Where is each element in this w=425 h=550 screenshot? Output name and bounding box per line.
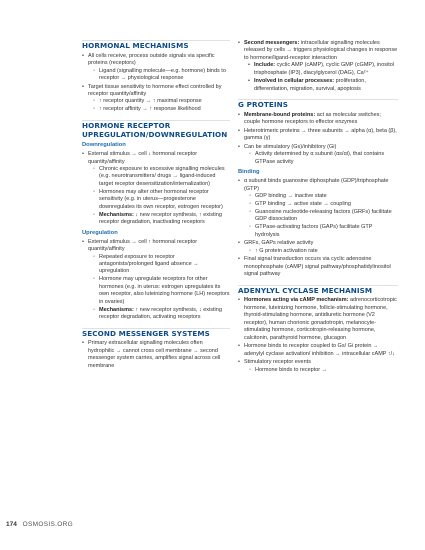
bullet-list xyxy=(82,53,230,114)
list-item: • Heterotrimeric proteins → three subunits → alpha (α), beta (β), gamma (γ) xyxy=(238,128,398,143)
section-hormonal-mechanisms xyxy=(82,40,230,114)
list-item: • Can be stimulatory (Gs)/inhibitory (Gi) ◦ Activity determined by α subunit (αs/αi), that contains GTPase activity xyxy=(238,144,398,166)
list-item: ◦ Chronic exposure to excessive signalling molecules (e.g. neurotransmitters/ drugs → ligand-induced target receptor desensitization/internalization) xyxy=(88,166,230,188)
page-footer xyxy=(6,521,73,528)
section-second-messenger-continued xyxy=(238,40,398,93)
list-item: ◦ ↑ receptor affinity → ↑ response likelihood xyxy=(88,106,230,113)
list-item: ◦ Repeated exposure to receptor antagonists/prolonged ligand absence → upregulation xyxy=(88,254,230,276)
list-item: • External stimulus → cell ↑ hormonal receptor quantity/affinity ◦ Repeated exposure to receptor antagonists/prolonged ligand absence → upregulation ◦ Hormone may upregulate receptors for other hormones (e.g. in uterus: estrogen upregulates its own receptor, also luteinizing hormone (LH) receptors in ovaries) ◦ Mechanisms: ↑ new receptor synthesis, ↓ existing receptor degradation, activating receptors xyxy=(82,239,230,322)
list-item: ◦ Hormone may upregulate receptors for other hormones (e.g. in uterus: estrogen upregulates its own receptor, also luteinizing hormone (LH) receptors in ovaries) xyxy=(88,276,230,306)
section-receptor-regulation xyxy=(82,120,230,322)
brand-label: OSMOSIS.ORG xyxy=(22,521,73,528)
list-item: • α subunit binds guanosine diphosphate (GDP)/triphosphate (GTP) ◦ GDP binding → inactive state ◦ GTP binding → active state → coupling ◦ Guanosine nucleotide-releasing factors (GRFs) facilitate GDP dissociation ◦ GTPase-activating factors (GAPs) facilitate GTP hydrolysis xyxy=(238,178,398,239)
list-item: • Involved in cellular processes: proliferation, differentiation, migration, survival, apoptosis xyxy=(248,78,398,93)
section-adenylyl-cyclase xyxy=(238,285,398,374)
list-item: • GRFs, GAPs relative activity ◦ ↑ G protein activation rate xyxy=(238,240,398,255)
list-item: • Stimulatory receptor events ◦ Hormone binds to receptor → xyxy=(238,359,398,374)
list-item: ◦ Mechanisms: ↓ new receptor synthesis, ↑ existing receptor degradation, inactivating receptors xyxy=(88,212,230,227)
right-column xyxy=(238,40,398,380)
section-g-proteins xyxy=(238,99,398,278)
list-item: ◦ Ligand (signalling molecule—e.g. hormone) binds to receptor → physiological response xyxy=(88,68,230,83)
section-title: G PROTEINS xyxy=(238,100,288,110)
list-item: • Hormone binds to receptor coupled to Gs/ Gi protein → adenylyl cyclase activation/ inhibition → intracellular cAMP ↑/↓ xyxy=(238,343,398,358)
section-title: ADENYLYL CYCLASE MECHANISM xyxy=(238,285,373,295)
list-item: ◦ Hormone binds to receptor → xyxy=(244,367,398,374)
list-item: • Second messengers: intracellular signalling molecules released by cells → triggers physiological changes in response to hormone/ligand-receptor interaction • Include: cyclic AMP (cAMP), cyclic GMP (cGMP), inositol trisphosphate (IP3), diacylglycerol (DAG), Ca²⁺ • Involved in cellular processes: proliferation, differentiation, migration, survival, apoptosis xyxy=(238,40,398,93)
list-item: • Target tissue sensitivity to hormone effect controlled by receptor quantity/affinity ◦ ↑ receptor quantity → ↑ maximal response ◦ ↑ receptor affinity → ↑ response likelihood xyxy=(82,84,230,114)
left-column xyxy=(82,40,230,376)
list-item: • All cells receive, process outside signals via specific proteins (receptors) ◦ Ligand (signalling molecule—e.g. hormone) binds to receptor → physiological response xyxy=(82,53,230,83)
section-title: HORMONAL MECHANISMS xyxy=(82,41,189,50)
section-title: HORMONE RECEPTOR UPREGULATION/DOWNREGULATION xyxy=(82,120,228,139)
list-item: • Primary extracellular signalling molecules often hydrophilic → cannot cross cell membrane → second messenger system carries, amplifies signal across cell membrane xyxy=(82,340,230,370)
list-item: ◦ Mechanisms: ↑ new receptor synthesis, ↓ existing receptor degradation, activating receptors xyxy=(88,307,230,322)
page-number: 174 xyxy=(6,521,17,528)
subheading-binding: Binding xyxy=(238,169,260,176)
list-item: ◦ Guanosine nucleotide-releasing factors (GRFs) facilitate GDP dissociation xyxy=(244,209,398,224)
list-item: • Include: cyclic AMP (cAMP), cyclic GMP (cGMP), inositol trisphosphate (IP3), diacylglycerol (DAG), Ca²⁺ xyxy=(248,62,398,77)
list-item: ◦ Hormones may alter other hormonal receptor sensitivity (e.g. in uterus—progesterone downregulates its own receptor, estrogen receptor) xyxy=(88,189,230,211)
list-item: • Hormones acting via cAMP mechanism: adrenocorticotropic hormone, luteinizing hormone, follicle-stimulating hormone, thyroid-stimulating hormone, antidiuretic hormone (V2 receptor), human chorionic gonadotropin, melanocyte-stimulating hormone, corticotropin-releasing hormone, calcitonin, parathyroid hormone, glucagon xyxy=(238,297,398,342)
list-item: ◦ GTP binding → active state → coupling xyxy=(244,201,398,208)
list-item: ◦ ↑ receptor quantity → ↑ maximal response xyxy=(88,98,230,105)
subheading-upregulation: Upregulation xyxy=(82,229,118,236)
list-item: • Membrane-bound proteins: act as molecular switches; couple hormone receptors to effector enzymes xyxy=(238,112,398,127)
list-item: ◦ ↑ G protein activation rate xyxy=(244,248,398,255)
subheading-downregulation: Downregulation xyxy=(82,142,126,149)
list-item: ◦ GDP binding → inactive state xyxy=(244,193,398,200)
section-title: SECOND MESSENGER SYSTEMS xyxy=(82,328,210,338)
list-item: ◦ Activity determined by α subunit (αs/αi), that contains GTPase activity xyxy=(244,151,398,166)
section-second-messenger xyxy=(82,328,230,371)
list-item: • External stimulus → cell ↓ hormonal receptor quantity/affinity ◦ Chronic exposure to excessive signalling molecules (e.g. neurotransmitters/ drugs → ligand-induced target receptor desensitization/internalization) ◦ Hormones may alter other hormonal receptor sensitivity (e.g. in uterus—progesterone downregulates its own receptor, estrogen receptor) ◦ Mechanisms: ↓ new receptor synthesis, ↑ existing receptor degradation, inactivating receptors xyxy=(82,151,230,227)
list-item: ◦ GTPase-activating factors (GAPs) facilitate GTP hydrolysis xyxy=(244,224,398,239)
list-item: • Final signal transduction occurs via cyclic adenosine monophosphate (cAMP) signal pathway/phosphatidylinositol signal pathway xyxy=(238,256,398,278)
